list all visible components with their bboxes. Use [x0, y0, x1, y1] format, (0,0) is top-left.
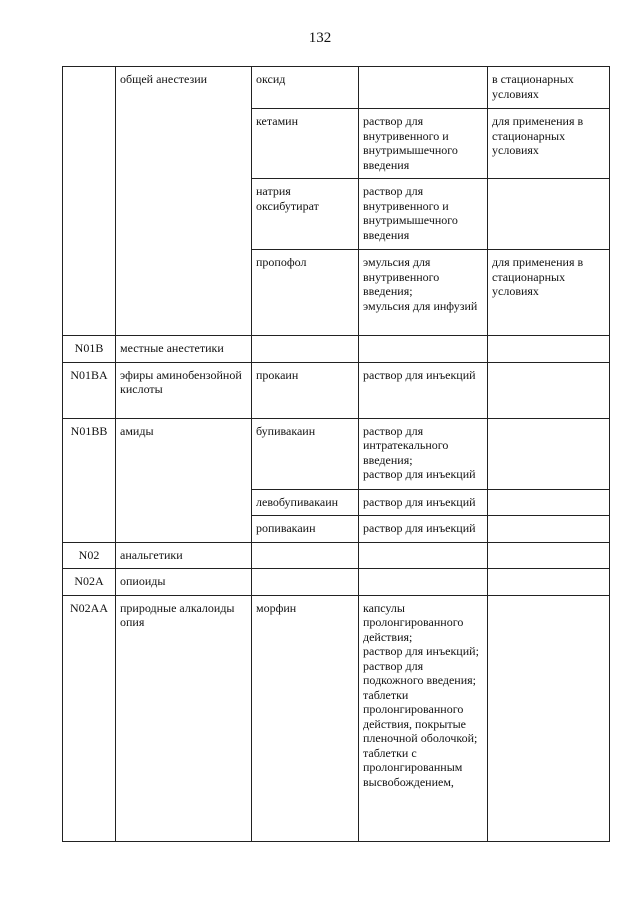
drug-table: [62, 66, 610, 842]
dosage-form-cell: раствор для инъекций: [359, 489, 488, 516]
note-cell: [488, 179, 610, 250]
drug-name-cell: [252, 542, 359, 569]
dosage-form-cell: [359, 542, 488, 569]
atc-code-cell: N02AA: [63, 595, 116, 841]
drug-name-cell: левобупивакаин: [252, 489, 359, 516]
atc-code-cell: N01BA: [63, 362, 116, 418]
drug-name-cell: оксид: [252, 67, 359, 109]
note-cell: в стационарных условиях: [488, 67, 610, 109]
note-cell: [488, 489, 610, 516]
note-cell: [488, 362, 610, 418]
drug-name-cell: кетамин: [252, 109, 359, 179]
drug-name-cell: [252, 336, 359, 363]
note-cell: для применения в стационарных условиях: [488, 109, 610, 179]
note-cell: [488, 336, 610, 363]
table-row: [63, 418, 610, 489]
note-cell: [488, 418, 610, 489]
table-row: [63, 569, 610, 596]
atc-code-cell: [63, 67, 116, 336]
group-name-cell: анальгетики: [116, 542, 252, 569]
table-row: [63, 595, 610, 841]
note-cell: [488, 516, 610, 543]
drug-name-cell: ропивакаин: [252, 516, 359, 543]
dosage-form-cell: раствор для внутривенного и внутримышечного введения: [359, 179, 488, 250]
drug-name-cell: натрия оксибутират: [252, 179, 359, 250]
dosage-form-cell: раствор для внутривенного и внутримышечного введения: [359, 109, 488, 179]
page-number: 132: [308, 30, 332, 46]
atc-code-cell: N01B: [63, 336, 116, 363]
table-row: [63, 542, 610, 569]
dosage-form-cell: раствор для инъекций: [359, 362, 488, 418]
drug-name-cell: пропофол: [252, 250, 359, 336]
table-row: [63, 67, 610, 109]
note-cell: [488, 569, 610, 596]
dosage-form-cell: эмульсия для внутривенного введения; эмульсия для инфузий: [359, 250, 488, 336]
atc-code-cell: N02: [63, 542, 116, 569]
note-cell: [488, 542, 610, 569]
group-name-cell: местные анестетики: [116, 336, 252, 363]
dosage-form-cell: раствор для инъекций: [359, 516, 488, 543]
atc-code-cell: N02A: [63, 569, 116, 596]
drug-name-cell: морфин: [252, 595, 359, 841]
group-name-cell: амиды: [116, 418, 252, 542]
drug-name-cell: [252, 569, 359, 596]
dosage-form-cell: [359, 67, 488, 109]
drug-name-cell: бупивакаин: [252, 418, 359, 489]
group-name-cell: эфиры аминобензойной кислоты: [116, 362, 252, 418]
atc-code-cell: N01BB: [63, 418, 116, 542]
dosage-form-cell: раствор для интратекального введения; раствор для инъекций: [359, 418, 488, 489]
group-name-cell: опиоиды: [116, 569, 252, 596]
group-name-cell: общей анестезии: [116, 67, 252, 336]
note-cell: для применения в стационарных условиях: [488, 250, 610, 336]
group-name-cell: природные алкалоиды опия: [116, 595, 252, 841]
drug-name-cell: прокаин: [252, 362, 359, 418]
table-row: [63, 362, 610, 418]
dosage-form-cell: [359, 569, 488, 596]
table-row: [63, 336, 610, 363]
note-cell: [488, 595, 610, 841]
dosage-form-cell: [359, 336, 488, 363]
dosage-form-cell: капсулы пролонгированного действия; раствор для инъекций; раствор для подкожного введения; таблетки пролонгированного действия, покрытые пленочной оболочкой; таблетки с пролонгированным высвобождением,: [359, 595, 488, 841]
